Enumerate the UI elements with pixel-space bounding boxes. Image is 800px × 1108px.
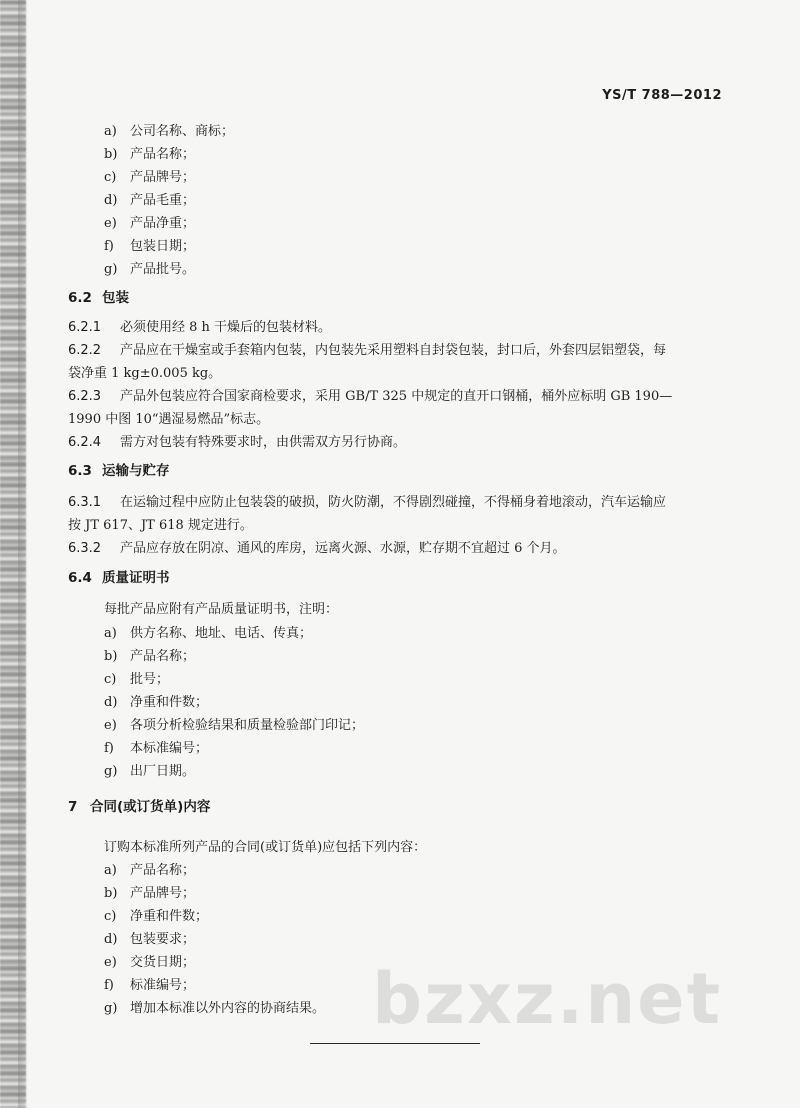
- scan-edge-gradient: [18, 0, 28, 1108]
- end-rule: [310, 1043, 480, 1044]
- section-heading-6-4: 6.4 质量证明书: [68, 570, 170, 586]
- list-item: a) 供方名称、地址、电话、传真；: [104, 626, 313, 641]
- section-heading-6-3: 6.3 运输与贮存: [68, 463, 170, 479]
- section-heading-6-2: 6.2 包装: [68, 290, 129, 306]
- clause-6-2-2: 6.2.2 产品应在干燥室或手套箱内包装，内包装先采用塑料自封袋包装，封口后，外套四层铝塑袋，每: [68, 343, 667, 358]
- list-item: a) 产品名称；: [104, 863, 196, 878]
- section-heading-7: 7 合同(或订货单)内容: [68, 799, 211, 815]
- list-item: g) 产品批号。: [104, 262, 196, 277]
- clause-6-3-2: 6.3.2 产品应存放在阴凉、通风的库房，远离火源、水源，贮存期不宜超过 6 个月。: [68, 541, 566, 556]
- list-item: b) 产品牌号；: [104, 886, 196, 901]
- list-item: b) 产品名称；: [104, 649, 196, 664]
- list-item: d) 产品毛重；: [104, 193, 196, 208]
- list-item: f) 标准编号；: [104, 978, 196, 993]
- section-intro: 订购本标准所列产品的合同(或订货单)应包括下列内容：: [104, 840, 427, 855]
- list-item: c) 批号；: [104, 672, 170, 687]
- list-item: c) 净重和件数；: [104, 909, 209, 924]
- document-code: YS/T 788—2012: [602, 88, 722, 103]
- clause-6-2-4: 6.2.4 需方对包装有特殊要求时，由供需双方另行协商。: [68, 435, 407, 450]
- list-item: d) 包装要求；: [104, 932, 196, 947]
- clause-6-3-1: 6.3.1 在运输过程中应防止包装袋的破损，防火防潮，不得剧烈碰撞，不得桶身着地滚动，汽车运输应: [68, 495, 667, 510]
- list-item: e) 各项分析检验结果和质量检验部门印记；: [104, 718, 365, 733]
- list-item: a) 公司名称、商标；: [104, 124, 235, 139]
- clause-6-2-3: 6.2.3 产品外包装应符合国家商检要求，采用 GB/T 325 中规定的直开口钢桶，桶外应标明 GB 190—: [68, 389, 673, 404]
- clause-6-2-3-continued: 1990 中图 10“遇湿易燃品”标志。: [68, 412, 270, 427]
- clause-6-3-1-continued: 按 JT 617、JT 618 规定进行。: [68, 518, 253, 533]
- section-intro: 每批产品应附有产品质量证明书，注明：: [104, 602, 339, 617]
- list-item: g) 出厂日期。: [104, 764, 196, 779]
- list-item: d) 净重和件数；: [104, 695, 209, 710]
- list-item: c) 产品牌号；: [104, 170, 196, 185]
- list-item: f) 包装日期；: [104, 239, 196, 254]
- clause-6-2-1: 6.2.1 必须使用经 8 h 干燥后的包装材料。: [68, 320, 332, 335]
- list-item: b) 产品名称；: [104, 147, 196, 162]
- list-item: g) 增加本标准以外内容的协商结果。: [104, 1001, 326, 1016]
- list-item: f) 本标准编号；: [104, 741, 209, 756]
- watermark: bzxz.net: [372, 958, 723, 1040]
- list-item: e) 交货日期；: [104, 955, 196, 970]
- clause-6-2-2-continued: 袋净重 1 kg±0.005 kg。: [68, 366, 222, 381]
- list-item: e) 产品净重；: [104, 216, 196, 231]
